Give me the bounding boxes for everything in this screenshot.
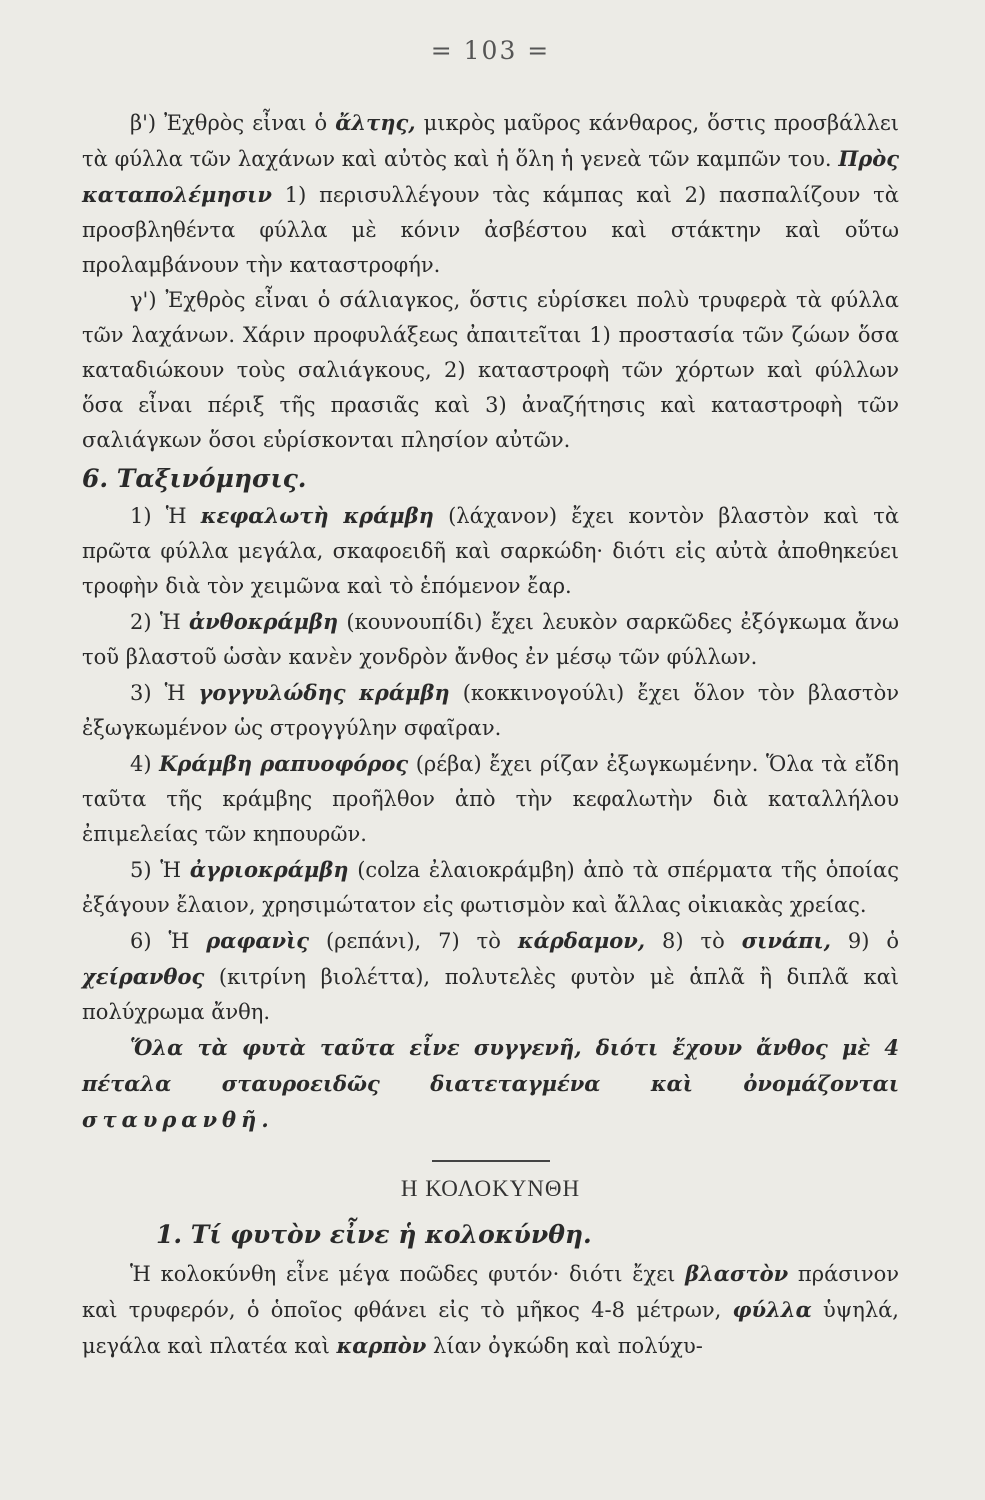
item-term: ραφανὶς [206,928,310,953]
item-text: (κοκκινογούλι) ἔχει ὅλον τὸν βλαστὸν ἐξωγκωμένον ὡς στρογγύλην σφαῖραν. [82,681,899,740]
item-text: 8) τὸ [645,929,742,953]
text-run: Ἐχθρὸς εἶναι ὁ [164,111,336,135]
item-3 [82,675,899,746]
subsection-title: 1. Τί φυτὸν εἶνε ἡ κολοκύνθη. [156,1220,592,1249]
item-term: Κράμβη ραπυοφόρος [159,751,409,776]
item-text: (κουνουπίδι) ἔχει λευκὸν σαρκῶδες ἐξόγκωμα ἄνω τοῦ βλαστοῦ ὡσὰν κανὲν χονδρὸν ἄνθος ἐν μέσῳ τῶν φύλλων. [82,610,899,669]
summary-paragraph [82,1030,899,1138]
item-text: (ρεπάνι), 7) τὸ [309,929,518,953]
final-paragraph [82,1256,899,1364]
term-fruit: καρπὸν [336,1333,427,1358]
item-5 [82,852,899,923]
section-6-title: 6. Ταξινόμησις. [82,464,307,493]
item-term: χείρανθος [82,964,205,989]
item-term: κεφαλωτὴ κράμβη [200,503,434,528]
item-term: γογγυλώδης κράμβη [198,680,450,705]
summary-text: Ὅλα τὰ φυτὰ ταῦτα εἶνε συγγενῆ, διότι ἔχουν ἄνθος μὲ 4 πέταλα σταυροειδῶς διατεταγμένα καὶ ὀνομάζονται [82,1035,899,1096]
item-term: ἀγριοκράμβη [189,857,349,882]
term-stem: βλαστὸν [685,1261,789,1286]
text-run: 1) περισυλλέγουν τὰς κάμπας καὶ 2) πασπαλίζουν τὰ προσβληθέντα φύλλα μὲ κόνιν ἀσβέστου καὶ στάκτην καὶ οὕτω προλαμβάνουν τὴν καταστροφήν. [82,183,899,277]
term-leaves: φύλλα [732,1297,812,1322]
page-number: = 103 = [430,36,551,65]
item-number: 1) Ἡ [130,504,201,528]
item-number: 6) Ἡ [130,929,207,953]
item-term: σινάπι, [741,928,831,953]
item-4 [82,746,899,852]
section-divider [432,1160,550,1162]
term-altis: ἄλτης, [335,110,416,135]
item-2 [82,604,899,675]
item-number: 4) [130,752,160,776]
item-number: 3) Ἡ [130,681,199,705]
item-text: (κιτρίνη βιολέττα), πολυτελὲς φυτὸν μὲ ἁπλᾶ ἢ διπλᾶ καὶ πολύχρωμα ἄνθη. [82,965,899,1024]
text-run: ὑψηλά, μεγάλα καὶ πλατέα καὶ [82,1298,899,1358]
item-number: 5) Ἡ [130,858,190,882]
item-number: 2) Ἡ [130,610,189,634]
item-term: κάρδαμον, [517,928,646,953]
item-text: (λάχανον) ἔχει κοντὸν βλαστὸν καὶ τὰ πρῶτα φύλλα μεγάλα, σκαφοειδῆ καὶ σαρκώδη· διότι εἰς αὐτὰ ἀποθηκεύει τροφὴν διὰ τὸν χειμῶνα καὶ τὸ ἑπόμενον ἔαρ. [82,504,900,598]
item-1 [82,498,899,604]
text-run: μικρὸς μαῦρος κάνθαρος, ὅστις προσβάλλει τὰ φύλλα τῶν λαχάνων καὶ αὐτὸς καὶ ἡ ὅλη ἡ γενεὰ τῶν καμπῶν του. [82,111,899,171]
item-text: 9) ὁ [830,929,899,953]
item-text: (colza ἐλαιοκράμβη) ἀπὸ τὰ σπέρματα τῆς ὁποίας ἐξάγουν ἔλαιον, χρησιμώτατον εἰς φωτισμὸν καὶ ἄλλας οἰκιακὰς χρείας. [82,858,899,917]
item-6-9 [82,923,899,1030]
item-term: ἀνθοκράμβη [188,609,339,634]
item-text: (ρέβα) ἔχει ρίζαν ἐξωγκωμένην. Ὅλα τὰ εἴδη ταῦτα τῆς κράμβης προῆλθον ἀπὸ τὴν κεφαλωτὴν διὰ καταλλήλου ἐπιμελείας τῶν κηπουρῶν. [82,752,899,846]
text-run: λίαν ὀγκώδη καὶ πολύχυ- [426,1334,703,1358]
text-run: πράσινον καὶ τρυφερόν, ὁ ὁποῖος φθάνει εἰς τὸ μῆκος 4-8 μέτρων, [82,1262,899,1322]
paragraph-beta [82,105,899,283]
text-run: Ἡ κολοκύνθη εἶνε μέγα ποῶδες φυτόν· διότι ἔχει [130,1262,686,1286]
summary-spaced-term: σταυρανθῆ. [82,1107,274,1132]
paragraph-gamma: γ') Ἐχθρὸς εἶναι ὁ σάλιαγκος, ὅστις εὑρίσκει πολὺ τρυφερὰ τὰ φύλλα τῶν λαχάνων. Χάριν προφυλάξεως ἀπαιτεῖται 1) προστασία τῶν ζώων ὅσα καταδιώκουν τοὺς σαλιάγκους, 2) καταστροφὴ τῶν χόρτων καὶ φύλλων ὅσα εἶναι πέριξ τῆς πρασιᾶς καὶ 3) ἀναζήτησις καὶ καταστροφὴ τῶν σαλιάγκων ὅσοι εὑρίσκονται πλησίον αὐτῶν. [82,288,899,452]
chapter-title: Η ΚΟΛΟΚΥΝΘΗ [400,1176,581,1201]
term-control: Πρὸς καταπολέμησιν [82,146,899,207]
paragraph-label: β') [130,111,165,135]
